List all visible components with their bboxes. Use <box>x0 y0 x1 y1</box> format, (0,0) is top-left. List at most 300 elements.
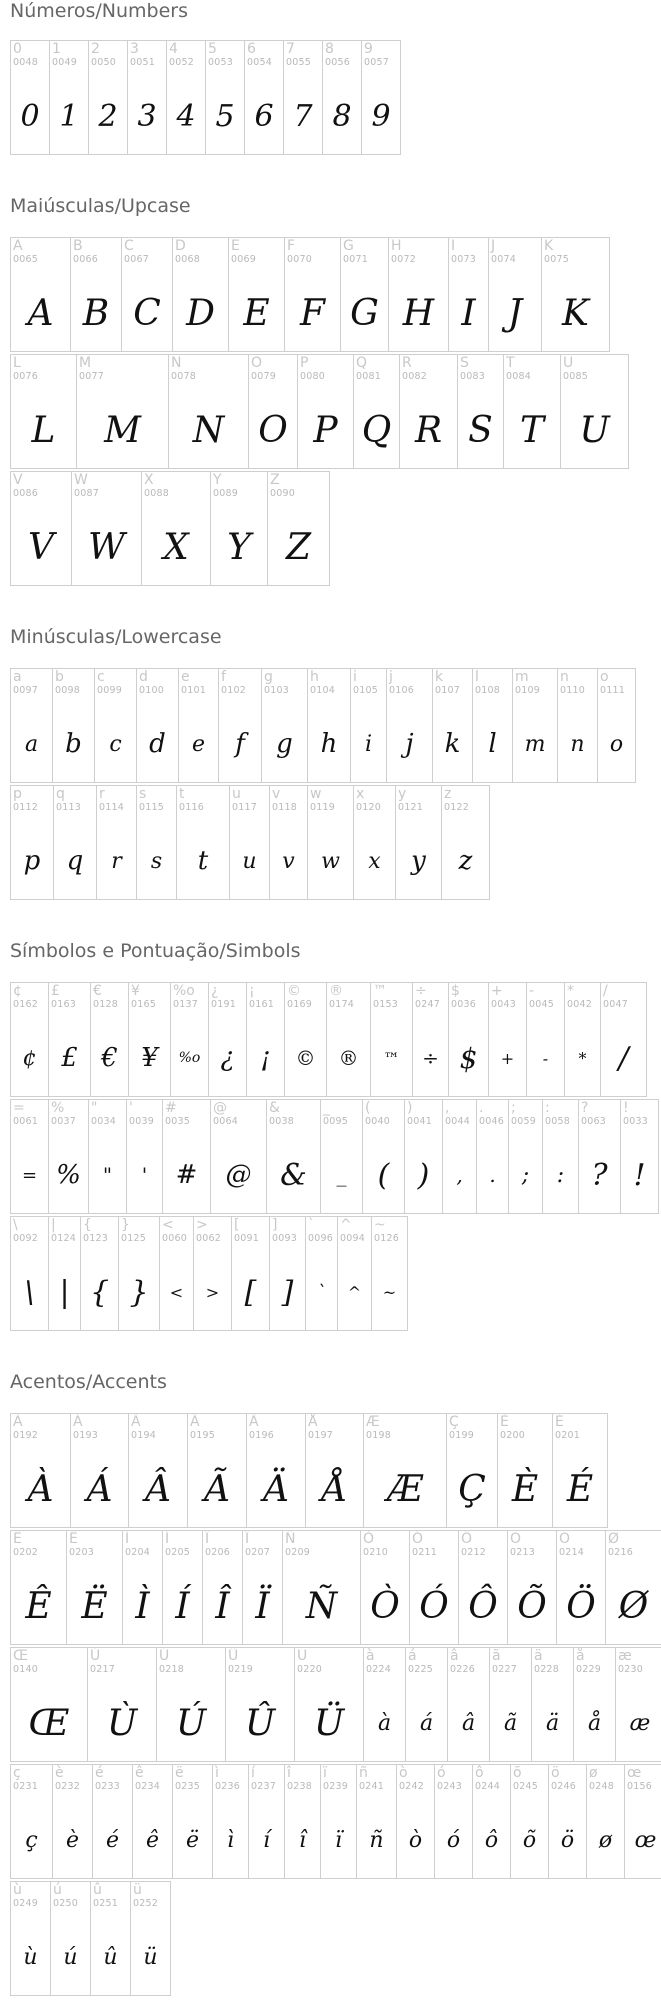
glyph-cell <box>130 1881 171 1996</box>
glyph-code-label: 0228 <box>534 1664 559 1675</box>
glyph-cell <box>497 1413 553 1528</box>
glyph-cell <box>261 668 308 783</box>
glyph-cell <box>353 354 400 469</box>
glyph-char-label: 4 <box>169 41 178 57</box>
glyph-char-label: ü <box>133 1882 142 1898</box>
glyph-cell <box>244 40 284 155</box>
glyph-sample: 4 <box>176 98 196 134</box>
glyph-char-label: u <box>232 786 241 802</box>
glyph-code-label: 0140 <box>13 1664 38 1675</box>
glyph-cell <box>307 668 351 783</box>
glyph-cell <box>363 1647 406 1762</box>
glyph-code-label: 0050 <box>91 57 116 68</box>
glyph-char-label: K <box>544 238 554 254</box>
glyph-char-label: ã <box>492 1648 501 1664</box>
glyph-sample: ( <box>377 1157 390 1193</box>
glyph-sample: : <box>556 1162 565 1188</box>
glyph-char-label: â <box>450 1648 459 1664</box>
glyph-code-label: 0165 <box>131 999 156 1010</box>
glyph-cell <box>121 237 173 352</box>
glyph-cell <box>507 1530 557 1645</box>
glyph-sample: r <box>111 848 122 874</box>
glyph-cell <box>615 1647 661 1762</box>
glyph-cell <box>305 1216 338 1331</box>
glyph-cell <box>162 1530 203 1645</box>
glyph-sample: w <box>321 848 340 874</box>
glyph-char-label: T <box>506 355 515 371</box>
glyph-cell <box>248 354 298 469</box>
glyph-code-label: 0153 <box>373 999 398 1010</box>
glyph-sample: ó <box>446 1827 461 1853</box>
glyph-cell <box>432 668 473 783</box>
glyph-sample: , <box>456 1163 463 1187</box>
glyph-char-label: Ñ <box>285 1531 296 1547</box>
glyph-cell <box>212 1764 249 1879</box>
glyph-cell <box>412 982 449 1097</box>
glyph-char-label: ? <box>581 1100 589 1116</box>
glyph-code-label: 0080 <box>300 371 325 382</box>
glyph-cell <box>322 40 362 155</box>
glyph-sample: * <box>578 1048 587 1068</box>
glyph-sample: í <box>262 1827 271 1853</box>
glyph-sample: û <box>103 1944 118 1970</box>
glyph-sample: ë <box>185 1827 200 1853</box>
section-title: Números/Numbers <box>10 0 188 22</box>
glyph-code-label: 0043 <box>491 999 516 1010</box>
glyph-sample: X <box>163 526 189 568</box>
glyph-code-label: 0065 <box>13 254 38 265</box>
glyph-cell <box>10 785 54 900</box>
glyph-cell <box>172 237 229 352</box>
glyph-char-label: è <box>55 1765 64 1781</box>
glyph-code-label: 0124 <box>51 1233 76 1244</box>
glyph-sample: œ <box>634 1827 657 1853</box>
glyph-sample: S <box>468 409 493 451</box>
glyph-code-label: 0161 <box>249 999 274 1010</box>
glyph-char-label: Â <box>131 1414 141 1430</box>
glyph-cell <box>10 40 50 155</box>
glyph-sample: / <box>618 1040 629 1076</box>
glyph-sample: 1 <box>59 98 79 134</box>
glyph-char-label: Ù <box>90 1648 101 1664</box>
glyph-cell <box>128 982 171 1097</box>
glyph-sample: c <box>109 731 122 757</box>
glyph-cell <box>320 1099 363 1214</box>
glyph-code-label: 0051 <box>130 57 155 68</box>
glyph-cell <box>202 1530 243 1645</box>
glyph-code-label: 0076 <box>13 371 38 382</box>
glyph-code-label: 0128 <box>93 999 118 1010</box>
glyph-char-label: d <box>139 669 148 685</box>
glyph-sample: . <box>489 1163 496 1187</box>
glyph-char-label: 7 <box>286 41 295 57</box>
glyph-row <box>10 40 400 157</box>
glyph-code-label: 0122 <box>444 802 469 813</box>
glyph-char-label: É <box>555 1414 564 1430</box>
glyph-code-label: 0214 <box>559 1547 584 1558</box>
glyph-code-label: 0209 <box>285 1547 310 1558</box>
glyph-cell <box>176 785 230 900</box>
glyph-code-label: 0036 <box>451 999 476 1010</box>
glyph-sample: 6 <box>254 98 274 134</box>
glyph-code-label: 0201 <box>555 1430 580 1441</box>
glyph-sample: ^ <box>347 1282 362 1302</box>
glyph-char-label: > <box>196 1217 208 1233</box>
glyph-code-label: 0101 <box>181 685 206 696</box>
glyph-char-label: v <box>272 786 281 802</box>
glyph-char-label: ì <box>215 1765 219 1781</box>
glyph-code-label: 0042 <box>567 999 592 1010</box>
glyph-code-label: 0250 <box>53 1898 78 1909</box>
glyph-char-label: | <box>51 1217 56 1233</box>
glyph-code-label: 0083 <box>460 371 485 382</box>
glyph-cell <box>284 237 341 352</box>
glyph-sample: | <box>59 1274 70 1310</box>
glyph-cell <box>49 40 89 155</box>
glyph-sample: ì <box>226 1827 235 1853</box>
glyph-char-label: \ <box>13 1217 18 1233</box>
glyph-sample: Ã <box>204 1468 230 1510</box>
glyph-cell <box>267 471 330 586</box>
glyph-cell <box>360 1530 410 1645</box>
glyph-code-label: 0077 <box>79 371 104 382</box>
glyph-sample: [ <box>244 1274 257 1310</box>
glyph-char-label: û <box>93 1882 102 1898</box>
glyph-row <box>10 1413 607 1530</box>
glyph-char-label: Î <box>205 1531 210 1547</box>
glyph-code-label: 0213 <box>510 1547 535 1558</box>
glyph-char-label: , <box>445 1100 450 1116</box>
glyph-char-label: n <box>560 669 569 685</box>
glyph-code-label: 0233 <box>95 1781 120 1792</box>
glyph-cell <box>386 668 433 783</box>
glyph-sample: m <box>524 731 546 757</box>
glyph-sample: + <box>500 1048 515 1068</box>
glyph-code-label: 0049 <box>52 57 77 68</box>
glyph-code-label: 0196 <box>249 1430 274 1441</box>
glyph-char-label: - <box>529 983 535 999</box>
glyph-sample: f <box>235 729 245 759</box>
glyph-char-label: ` <box>308 1217 315 1233</box>
glyph-char-label: í <box>251 1765 255 1781</box>
glyph-sample: V <box>28 526 54 568</box>
glyph-cell <box>564 982 601 1097</box>
glyph-code-label: 0066 <box>73 254 98 265</box>
glyph-sample: ¢ <box>22 1045 37 1071</box>
glyph-char-label: 9 <box>364 41 373 57</box>
glyph-char-label: ! <box>623 1100 629 1116</box>
glyph-cell <box>52 668 95 783</box>
glyph-char-label: / <box>603 983 608 999</box>
glyph-char-label: Q <box>356 355 368 371</box>
glyph-code-label: 0034 <box>91 1116 116 1127</box>
glyph-cell <box>320 1764 357 1879</box>
glyph-sample: é <box>105 1827 120 1853</box>
glyph-cell <box>396 1764 435 1879</box>
glyph-sample: 7 <box>293 98 313 134</box>
glyph-char-label: ¢ <box>13 983 22 999</box>
glyph-cell <box>128 1413 188 1528</box>
glyph-sample: % <box>56 1160 81 1190</box>
glyph-code-label: 0044 <box>445 1116 470 1127</box>
glyph-sample: Û <box>244 1702 276 1744</box>
glyph-code-label: 0192 <box>13 1430 38 1441</box>
glyph-cell <box>53 785 97 900</box>
glyph-char-label: Æ <box>366 1414 380 1430</box>
glyph-code-label: 0117 <box>232 802 257 813</box>
glyph-code-label: 0075 <box>544 254 569 265</box>
glyph-code-label: 0203 <box>69 1547 94 1558</box>
section-title: Maiúsculas/Upcase <box>10 195 191 217</box>
glyph-cell <box>136 785 177 900</box>
glyph-sample: Õ <box>517 1585 547 1627</box>
glyph-code-label: 0045 <box>529 999 554 1010</box>
glyph-char-label: å <box>576 1648 585 1664</box>
glyph-cell <box>370 982 413 1097</box>
glyph-code-label: 0112 <box>13 802 38 813</box>
glyph-char-label: F <box>287 238 296 254</box>
glyph-char-label: ä <box>534 1648 543 1664</box>
section-title: Acentos/Accents <box>10 1371 167 1393</box>
glyph-cell <box>90 982 129 1097</box>
glyph-char-label: b <box>55 669 64 685</box>
glyph-code-label: 0231 <box>13 1781 38 1792</box>
glyph-sample: ø <box>598 1827 613 1853</box>
glyph-char-label: U <box>563 355 574 371</box>
glyph-char-label: B <box>73 238 83 254</box>
glyph-cell <box>283 40 323 155</box>
glyph-code-label: 0070 <box>287 254 312 265</box>
glyph-sample: 5 <box>215 98 235 134</box>
glyph-char-label: Z <box>270 472 280 488</box>
glyph-char-label: R <box>402 355 412 371</box>
section-title: Símbolos e Pontuação/Simbols <box>10 940 301 962</box>
glyph-code-label: 0125 <box>121 1233 146 1244</box>
glyph-sample: j <box>405 729 414 759</box>
glyph-cell <box>442 1099 477 1214</box>
glyph-char-label: À <box>13 1414 23 1430</box>
glyph-cell <box>597 668 636 783</box>
glyph-row <box>10 354 628 471</box>
glyph-cell <box>10 471 72 586</box>
glyph-char-label: 8 <box>325 41 334 57</box>
glyph-code-label: 0195 <box>190 1430 215 1441</box>
glyph-cell <box>266 1099 321 1214</box>
glyph-sample: o <box>609 731 624 757</box>
glyph-sample: ¡ <box>260 1043 271 1073</box>
glyph-code-label: 0108 <box>475 685 500 696</box>
glyph-code-label: 0163 <box>51 999 76 1010</box>
glyph-cell <box>476 1099 509 1214</box>
glyph-cell <box>294 1647 364 1762</box>
glyph-char-label: ç <box>13 1765 21 1781</box>
glyph-code-label: 0107 <box>435 685 460 696</box>
glyph-sample: ä <box>545 1710 560 1736</box>
glyph-cell <box>10 354 77 469</box>
glyph-cell <box>10 1099 49 1214</box>
glyph-cell <box>472 1764 511 1879</box>
glyph-sample: ; <box>521 1162 530 1188</box>
glyph-char-label: h <box>310 669 319 685</box>
glyph-char-label: + <box>491 983 503 999</box>
glyph-cell <box>126 1099 163 1214</box>
glyph-char-label: < <box>162 1217 174 1233</box>
glyph-code-label: 0199 <box>449 1430 474 1441</box>
glyph-sample: Z <box>285 526 311 568</box>
glyph-code-label: 0073 <box>451 254 476 265</box>
glyph-char-label: à <box>366 1648 375 1664</box>
glyph-cell <box>127 40 167 155</box>
glyph-cell <box>178 668 219 783</box>
glyph-sample: Ú <box>175 1702 207 1744</box>
glyph-char-label: ® <box>329 983 343 999</box>
glyph-sample: Ô <box>468 1585 498 1627</box>
glyph-code-label: 0089 <box>213 488 238 499</box>
glyph-char-label: ê <box>135 1765 144 1781</box>
glyph-sample: Ó <box>419 1585 449 1627</box>
glyph-cell <box>10 1530 67 1645</box>
glyph-sample: Ë <box>81 1585 108 1627</box>
glyph-code-label: 0097 <box>13 685 38 696</box>
glyph-sample: ® <box>338 1046 359 1070</box>
glyph-sample: Q <box>361 409 392 451</box>
glyph-cell <box>340 237 389 352</box>
glyph-row <box>10 1647 661 1764</box>
glyph-sample: E <box>243 292 270 334</box>
glyph-sample: ™ <box>383 1048 400 1068</box>
glyph-sample: 2 <box>98 98 118 134</box>
glyph-cell <box>48 1099 89 1214</box>
glyph-sample: Ê <box>25 1585 52 1627</box>
glyph-code-label: 0210 <box>363 1547 388 1558</box>
glyph-char-label: p <box>13 786 22 802</box>
glyph-code-label: 0217 <box>90 1664 115 1675</box>
glyph-sample: < <box>169 1282 184 1302</box>
glyph-sample: Ö <box>566 1585 596 1627</box>
glyph-cell <box>228 237 285 352</box>
glyph-code-label: 0037 <box>51 1116 76 1127</box>
glyph-code-label: 0090 <box>270 488 295 499</box>
glyph-sample: C <box>133 292 161 334</box>
glyph-char-label: g <box>264 669 273 685</box>
glyph-sample: " <box>102 1163 113 1187</box>
glyph-code-label: 0094 <box>340 1233 365 1244</box>
glyph-cell <box>556 1530 606 1645</box>
glyph-code-label: 0106 <box>389 685 414 696</box>
glyph-cell <box>210 471 268 586</box>
glyph-code-label: 0067 <box>124 254 149 265</box>
glyph-char-label: { <box>83 1217 92 1233</box>
glyph-code-label: 0113 <box>56 802 81 813</box>
glyph-char-label: I <box>451 238 456 254</box>
glyph-code-label: 0069 <box>231 254 256 265</box>
glyph-code-label: 0062 <box>196 1233 221 1244</box>
glyph-sample: ê <box>145 1827 160 1853</box>
glyph-sample: K <box>562 292 589 334</box>
glyph-cell <box>557 668 598 783</box>
glyph-char-label: m <box>515 669 529 685</box>
glyph-code-label: 0252 <box>133 1898 158 1909</box>
glyph-char-label: ; <box>511 1100 516 1116</box>
glyph-sample: ù <box>23 1944 38 1970</box>
glyph-sample: $ <box>459 1041 478 1075</box>
glyph-char-label: ó <box>437 1765 446 1781</box>
glyph-code-label: 0241 <box>359 1781 384 1792</box>
glyph-sample: Â <box>145 1468 171 1510</box>
glyph-code-label: 0064 <box>213 1116 238 1127</box>
glyph-cell <box>371 1216 408 1331</box>
glyph-cell <box>542 1099 579 1214</box>
glyph-code-label: 0038 <box>269 1116 294 1127</box>
glyph-code-label: 0200 <box>500 1430 525 1441</box>
glyph-code-label: 0162 <box>13 999 38 1010</box>
glyph-char-label: Û <box>228 1648 239 1664</box>
glyph-sample: ~ <box>382 1282 397 1302</box>
glyph-char-label: S <box>460 355 469 371</box>
glyph-cell <box>362 1099 405 1214</box>
glyph-cell <box>10 668 53 783</box>
glyph-cell <box>10 1764 53 1879</box>
glyph-code-label: 0039 <box>129 1116 154 1127</box>
glyph-cell <box>246 982 285 1097</box>
glyph-sample: ÷ <box>422 1046 439 1070</box>
glyph-char-label: Ä <box>249 1414 259 1430</box>
glyph-char-label: j <box>389 669 393 685</box>
glyph-code-label: 0061 <box>13 1116 38 1127</box>
glyph-sample: á <box>419 1710 434 1736</box>
glyph-cell <box>503 354 561 469</box>
glyph-code-label: 0119 <box>310 802 335 813</box>
glyph-sample: Ù <box>106 1702 138 1744</box>
glyph-char-label: = <box>13 1100 25 1116</box>
glyph-cell <box>48 982 91 1097</box>
glyph-char-label: é <box>95 1765 104 1781</box>
glyph-char-label: @ <box>213 1100 227 1116</box>
glyph-char-label: P <box>300 355 309 371</box>
glyph-char-label: J <box>491 238 496 254</box>
glyph-char-label: ¿ <box>211 983 219 999</box>
glyph-char-label: i <box>353 669 357 685</box>
glyph-cell <box>448 982 489 1097</box>
glyph-cell <box>156 1647 226 1762</box>
glyph-cell <box>76 354 169 469</box>
glyph-cell <box>170 982 209 1097</box>
glyph-sample: g <box>276 729 293 759</box>
glyph-char-label: A <box>13 238 23 254</box>
glyph-char-label: N <box>171 355 182 371</box>
glyph-sample: © <box>295 1046 316 1070</box>
glyph-cell <box>242 1530 283 1645</box>
glyph-cell <box>297 354 354 469</box>
glyph-cell <box>448 237 489 352</box>
glyph-sample: b <box>65 729 82 759</box>
glyph-cell <box>620 1099 659 1214</box>
glyph-char-label: á <box>408 1648 417 1664</box>
glyph-sample: â <box>461 1710 476 1736</box>
glyph-char-label: q <box>56 786 65 802</box>
glyph-cell <box>136 668 179 783</box>
glyph-cell <box>10 1647 88 1762</box>
glyph-sample: Y <box>227 526 251 568</box>
glyph-row <box>10 1764 661 1881</box>
glyph-cell <box>458 1530 508 1645</box>
glyph-char-label: Í <box>165 1531 170 1547</box>
glyph-char-label: ¡ <box>249 983 255 999</box>
glyph-code-label: 0194 <box>131 1430 156 1441</box>
glyph-sample: } <box>129 1274 149 1310</box>
glyph-char-label: ú <box>53 1882 62 1898</box>
glyph-char-label: } <box>121 1217 130 1233</box>
